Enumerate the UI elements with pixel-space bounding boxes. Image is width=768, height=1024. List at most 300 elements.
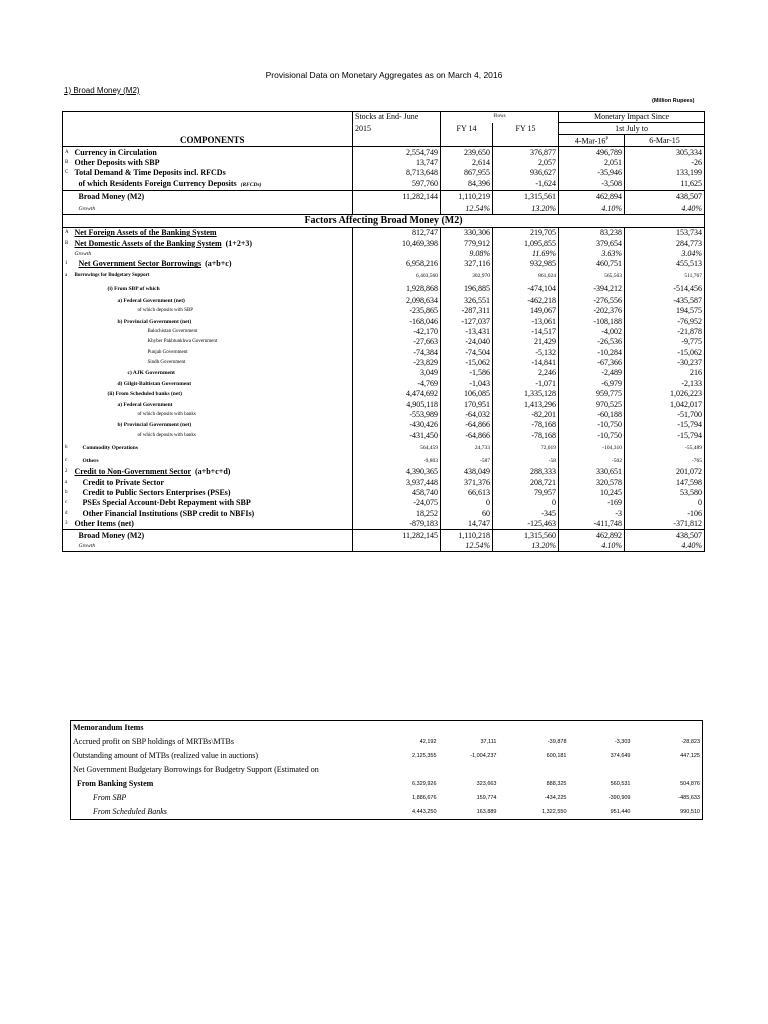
fy15-cell: 1,095,855 [493,238,559,248]
mar16-cell: -3 [559,509,625,519]
table-row [63,420,705,430]
row-label-text: Commodity Operations [82,444,138,451]
row-label-text: Growth [74,250,92,257]
fy15-cell: 2,057 [493,158,559,168]
mar15-cell: -55,489 [625,441,705,454]
mar15-cell: 147,598 [625,477,705,487]
mar16-cell: -10,750 [559,431,625,441]
memo-mar15-cell: -28,823 [681,739,700,745]
row-label [73,519,353,530]
mar15-cell: -15,794 [625,431,705,441]
stocks-cell: 6,403,560 [353,270,441,283]
fy15-cell: 288,333 [493,467,559,477]
fy15-cell: -462,218 [493,296,559,306]
memo-fy15-cell: -39,878 [547,739,567,745]
table-row [63,410,705,420]
row-label [73,488,353,498]
mar16-cell: 330,651 [559,467,625,477]
row-label-text: of which deposits with banks [137,432,196,438]
fy15-cell: 79,957 [493,488,559,498]
stocks-cell: 4,474,692 [353,389,441,399]
growth-row [63,204,705,215]
mar16-cell: 959,775 [559,389,625,399]
row-letter [63,410,73,420]
mar15-cell: 305,334 [625,147,705,158]
row-letter: B [63,238,73,248]
fy15-cell: 1,413,296 [493,399,559,409]
mar16-cell: 3.63% [559,249,625,259]
stocks-cell: 458,740 [353,488,441,498]
memo-fy14-cell [439,763,499,777]
row-label [73,259,353,269]
memo-fy15-cell: 1,322,550 [542,809,567,815]
table-row [63,158,705,168]
memorandum-table [70,720,703,820]
mar15-cell: 3.04% [625,249,705,259]
mar16-cell: -6,979 [559,379,625,389]
row-letter [63,389,73,399]
row-label-text: of which deposits with SBP [137,308,194,314]
fy14-cell: -64,866 [465,430,490,440]
broad-money-table [62,111,705,552]
row-label [73,477,353,487]
row-label-text: of which deposits with banks [137,412,196,418]
mar16-cell: 565,563 [559,270,625,283]
memo-row [71,791,703,805]
fy15-cell: 13.20% [493,204,559,215]
row-letter [63,179,73,191]
broad-money-row [63,530,705,541]
mar16-cell: -502 [559,454,625,467]
mar16-cell: -60,188 [559,410,625,420]
fy14-cell: 779,912 [464,238,490,248]
row-label-text: Credit to Public Sectors Enterprises (PSEs) [82,488,231,497]
fy14-cell: -127,037 [461,316,490,326]
fy14-cell: 330,306 [464,228,490,238]
mar15-cell: 1,026,223 [625,389,705,399]
stocks-cell: -24,075 [353,498,441,508]
mar15-cell: -51,700 [625,410,705,420]
stocks-cell: 812,747 [353,228,441,239]
row-label [73,228,353,239]
memo-fy14-cell: 159,774 [476,795,497,801]
row-label-text: of which Residents Foreign Currency Deposits [78,178,237,188]
row-letter: 3 [63,519,73,530]
fy15-cell: -14,517 [493,327,559,337]
table-row [63,477,705,487]
fy14-cell: -74,504 [465,347,490,357]
row-label-text: Credit to Non-Government Sector [74,467,191,477]
row-label-text: Khyber Pakhtunkhwa Government [147,339,218,345]
fy15-cell: -474,104 [493,283,559,296]
row-label-text: (i) From SBP of which [107,286,160,293]
fy14-cell: -15,062 [465,358,490,368]
row-label-text: c) AJK Government [127,370,175,377]
stocks-cell: 4,905,118 [353,399,441,409]
memo-mar15-cell: 504,876 [680,781,700,787]
header-row-2 [63,123,705,134]
row-label [73,147,353,158]
mar16-cell: -202,376 [559,306,625,316]
table-row [63,168,705,178]
mar15-cell: 11,625 [625,179,705,191]
row-letter [63,327,73,337]
factors-title: Factors Affecting Broad Money (M2) [63,215,705,228]
memo-mar16-cell: -3,303 [614,739,631,745]
stocks-cell: -23,829 [353,358,441,368]
mar15-cell: 438,507 [625,190,705,204]
mar15-cell: -106 [625,509,705,519]
fy15-cell: 11.69% [493,249,559,259]
broad-money-row [63,190,705,204]
stocks-cell: 11,282,144 [353,190,441,204]
mar15-cell: 4.40% [625,541,705,552]
mar16-cell: -67,366 [559,358,625,368]
mar15-cell: 438,507 [625,530,705,541]
row-label [73,348,353,358]
row-letter: a [63,477,73,487]
table-row [63,519,705,530]
stocks-cell: -553,989 [353,410,441,420]
fy15-cell: 0 [493,498,559,508]
fy14-cell: 302,970 [472,273,490,280]
fy14-cell: 60 [482,508,490,518]
mar16-cell: -3,508 [559,179,625,191]
fy15-cell: 1,315,561 [493,190,559,204]
memo-fy14-cell: 37,111 [480,739,497,745]
memo-stocks-cell: 6,329,926 [412,781,437,787]
fy14-cell: 327,116 [464,259,490,269]
stocks-cell [353,541,441,552]
mar16-cell: -394,212 [559,283,625,296]
fy14-cell: 9.08% [469,248,490,258]
memo-stocks-cell: 42,192 [419,739,437,745]
table-row [63,441,705,454]
mar16-cell: -10,750 [559,420,625,430]
row-letter: 1 [63,259,73,269]
memo-fy14-cell: 323,663 [476,781,497,787]
fy15-cell: -125,463 [493,519,559,530]
row-letter [63,399,73,409]
row-label [73,204,353,215]
memo-label: Accrued profit on SBP holdings of MRTBs\MTBs [73,737,235,746]
memo-mar16-cell: 951,440 [610,809,631,815]
fy15-cell: 149,067 [493,306,559,316]
row-label-text: Growth [78,542,96,549]
row-label [73,270,353,283]
table-row [63,348,705,358]
mar16-cell: -2,489 [559,368,625,378]
fy15-cell: 21,429 [493,337,559,347]
table-row [63,498,705,508]
row-label-text: Currency in Circulation [74,147,157,157]
stocks-cell: -9,803 [353,454,441,467]
memo-mar15-cell: -485,633 [678,795,700,801]
row-label-text: Broad Money (M2) [78,192,145,202]
row-letter: b [63,441,73,454]
row-label [73,296,353,306]
row-label [73,467,353,477]
memo-fy14-cell: -1,004,237 [470,753,497,759]
memo-fy15-cell: 888,325 [546,781,567,787]
row-letter [63,249,73,259]
table-row [63,249,705,259]
stocks-cell: -168,046 [353,316,441,326]
fy15-cell: -14,841 [493,358,559,368]
table-row [63,399,705,409]
mar15-cell: 53,580 [625,488,705,498]
mar15-cell: -21,878 [625,327,705,337]
row-label-text: Net Domestic Assets of the Banking System [74,238,222,248]
fy15-cell: 1,315,560 [493,530,559,541]
mar16-cell: 496,789 [559,147,625,158]
memo-fy14-cell: 163,889 [476,809,497,815]
memo-row [71,777,703,791]
fy14-cell: -64,032 [465,410,490,420]
stocks-cell: -235,865 [353,306,441,316]
stocks-cell: 2,554,749 [353,147,441,158]
row-label [73,454,353,467]
row-label-text: Balochistan Government [147,328,198,334]
fy14-cell: 239,650 [464,147,490,157]
page-title: Provisional Data on Monetary Aggregates as on March 4, 2016 [265,70,503,80]
fy14-cell: 867,955 [464,168,490,178]
row-label [73,399,353,409]
row-letter [63,530,73,541]
table-row [63,238,705,248]
table-row [63,179,705,191]
section-heading: 1) Broad Money (M2) [64,86,140,95]
mar15-cell: 0 [625,498,705,508]
units-label: (Million Rupees) [652,98,695,104]
stocks-cell: 2,098,634 [353,296,441,306]
table-row [63,147,705,158]
stocks-cell: 3,937,448 [353,477,441,487]
memo-stocks-cell: 1,886,676 [412,795,437,801]
mar16-cell: -169 [559,498,625,508]
fy15-cell: -13,061 [493,316,559,326]
stocks-header: Stocks at End- June [353,112,441,123]
fy15-cell: 861,024 [493,270,559,283]
row-label [73,410,353,420]
memo-row [71,763,703,777]
components-header: COMPONENTS [73,134,353,147]
table-row [63,379,705,389]
row-label-text: Other Items (net) [74,519,134,529]
mar15-cell: -765 [625,454,705,467]
mar16-cell: -10,284 [559,348,625,358]
stocks-cell: 8,713,648 [353,168,441,178]
row-label [73,431,353,441]
row-label [73,179,353,191]
row-letter [63,190,73,204]
stocks-cell: 10,469,398 [353,238,441,248]
row-label [73,337,353,347]
memo-mar15-cell: 990,510 [680,809,700,815]
fy15-cell: -1,624 [493,179,559,191]
factors-title-row [63,215,705,228]
row-label-text: Borrowings for Budgetary Support [74,273,150,279]
fy14-cell: -287,311 [461,306,490,316]
row-label-suffix: (a+b+c) [205,259,232,269]
row-label-text: Punjab Government [147,349,188,355]
table-row [63,228,705,239]
stocks-cell: 4,390,365 [353,467,441,477]
fy14-cell: 1,110,219 [458,192,490,202]
stocks-cell: 3,049 [353,368,441,378]
fy14-cell: 1,110,218 [458,530,490,540]
fy15-cell: 72,019 [493,441,559,454]
fy14-cell: 24,733 [474,444,490,451]
mar16-cell: 379,654 [559,238,625,248]
row-label-text: (ii) From Scheduled banks (net) [107,391,182,398]
fy14-cell: 371,376 [464,477,490,487]
mar16-cell: -108,188 [559,316,625,326]
row-letter: A [63,147,73,158]
table-row [63,283,705,296]
mar15-cell: -9,775 [625,337,705,347]
row-letter [63,337,73,347]
mar15-cell: -2,133 [625,379,705,389]
row-letter [63,296,73,306]
row-letter [63,204,73,215]
header-row-3 [63,134,705,147]
growth-row [63,541,705,552]
row-label [73,441,353,454]
row-letter: c [63,498,73,508]
row-letter [63,358,73,368]
row-letter: B [63,158,73,168]
row-label-text: b) Provincial Government (net) [117,318,192,325]
memo-label: From SBP [93,793,127,802]
stocks-cell: -4,769 [353,379,441,389]
row-letter: A [63,228,73,239]
mar15-cell: 216 [625,368,705,378]
row-label-text: Other Deposits with SBP [74,158,160,168]
row-label [73,541,353,552]
stocks-cell: 597,760 [353,179,441,191]
fy14-cell: 106,085 [464,389,490,399]
mar15-cell: -30,237 [625,358,705,368]
fy14-cell: 12.54% [441,541,493,552]
mar15-cell: 511,767 [625,270,705,283]
table-row [63,337,705,347]
mar15-cell: 133,199 [625,168,705,178]
mar16-cell: 462,892 [559,530,625,541]
table-row [63,454,705,467]
mar15-cell: 1,042,017 [625,399,705,409]
memo-mar16-cell: -390,909 [608,795,631,801]
mar16-cell: -104,310 [559,441,625,454]
memo-row [71,735,703,749]
fy14-cell: 0 [486,498,490,508]
row-letter [63,541,73,552]
fy15-cell: -58 [493,454,559,467]
fy15-cell: 208,721 [493,477,559,487]
memo-stocks-cell: 2,125,355 [412,753,437,759]
mar15-cell: 455,513 [625,259,705,269]
mar15-cell: -76,952 [625,316,705,326]
fy14-cell: 84,396 [441,179,493,191]
mar16-cell: -35,946 [559,168,625,178]
impact-sub-header: 1st July to [559,123,705,134]
row-letter [63,431,73,441]
row-letter: b [63,488,73,498]
table-row [63,368,705,378]
row-label-text: PSEs Special Account-Debt Repayment with SBP [82,498,251,508]
mar16-cell: 4.10% [559,204,625,215]
row-letter: C [63,168,73,178]
row-label [73,283,353,296]
table-row [63,509,705,519]
table-row [63,488,705,498]
stocks-cell: -74,384 [353,348,441,358]
memo-mar16-cell: 374,649 [610,753,631,759]
row-label [73,389,353,399]
fy14-cell: 438,049 [464,467,490,477]
mar16-cell: 320,578 [559,477,625,487]
row-label-text: Net Foreign Assets of the Banking System [74,228,217,238]
memo-stocks-cell [349,763,439,777]
row-label-text: Net Government Sector Borrowings [78,259,202,269]
mar15-cell: 4.40% [625,204,705,215]
memo-fy15-cell [499,763,569,777]
mar15-cell: 153,734 [625,228,705,239]
row-letter [63,368,73,378]
stocks-cell: 1,928,868 [353,283,441,296]
row-letter [63,306,73,316]
row-label-suffix: (RFCDs) [240,181,262,188]
row-label [73,358,353,368]
fy14-cell: -64,866 [465,420,490,430]
fy15-cell: -5,132 [493,348,559,358]
stocks-cell [353,249,441,259]
fy15-cell: 13.20% [493,541,559,552]
fy15-cell: -345 [493,509,559,519]
fy14-cell: 66,613 [468,488,490,497]
mar15-cell: 284,773 [625,238,705,248]
table-row [63,316,705,326]
row-letter [63,348,73,358]
fy14-cell: 14,747 [441,519,493,530]
fy14-cell: -13,431 [465,326,490,336]
fy15-cell: -1,071 [493,379,559,389]
fy15-cell: 2,246 [493,368,559,378]
mar16-cell: 462,894 [559,190,625,204]
stocks-cell: 11,282,145 [353,530,441,541]
table-row [63,467,705,477]
fy15-cell: -78,168 [493,431,559,441]
row-label-text: Others [82,457,99,464]
memo-mar15-cell [633,763,703,777]
fy15-cell: -82,201 [493,410,559,420]
mar15-cell: -435,587 [625,296,705,306]
row-label [73,190,353,204]
row-label-text: Total Demand & Time Deposits incl. RFCDs [74,168,226,178]
stocks-cell: -27,663 [353,337,441,347]
memo-fy15-cell: 600,181 [546,753,567,759]
fy14-cell: -587 [479,457,490,464]
memo-title-row [71,721,703,736]
row-letter [63,283,73,296]
table-row [63,259,705,269]
fy15-cell: 1,335,128 [493,389,559,399]
stocks-cell [353,204,441,215]
mar15-cell: 194,575 [625,306,705,316]
fy14-cell: -24,040 [465,337,490,347]
table-row [63,389,705,399]
memo-row [71,805,703,820]
